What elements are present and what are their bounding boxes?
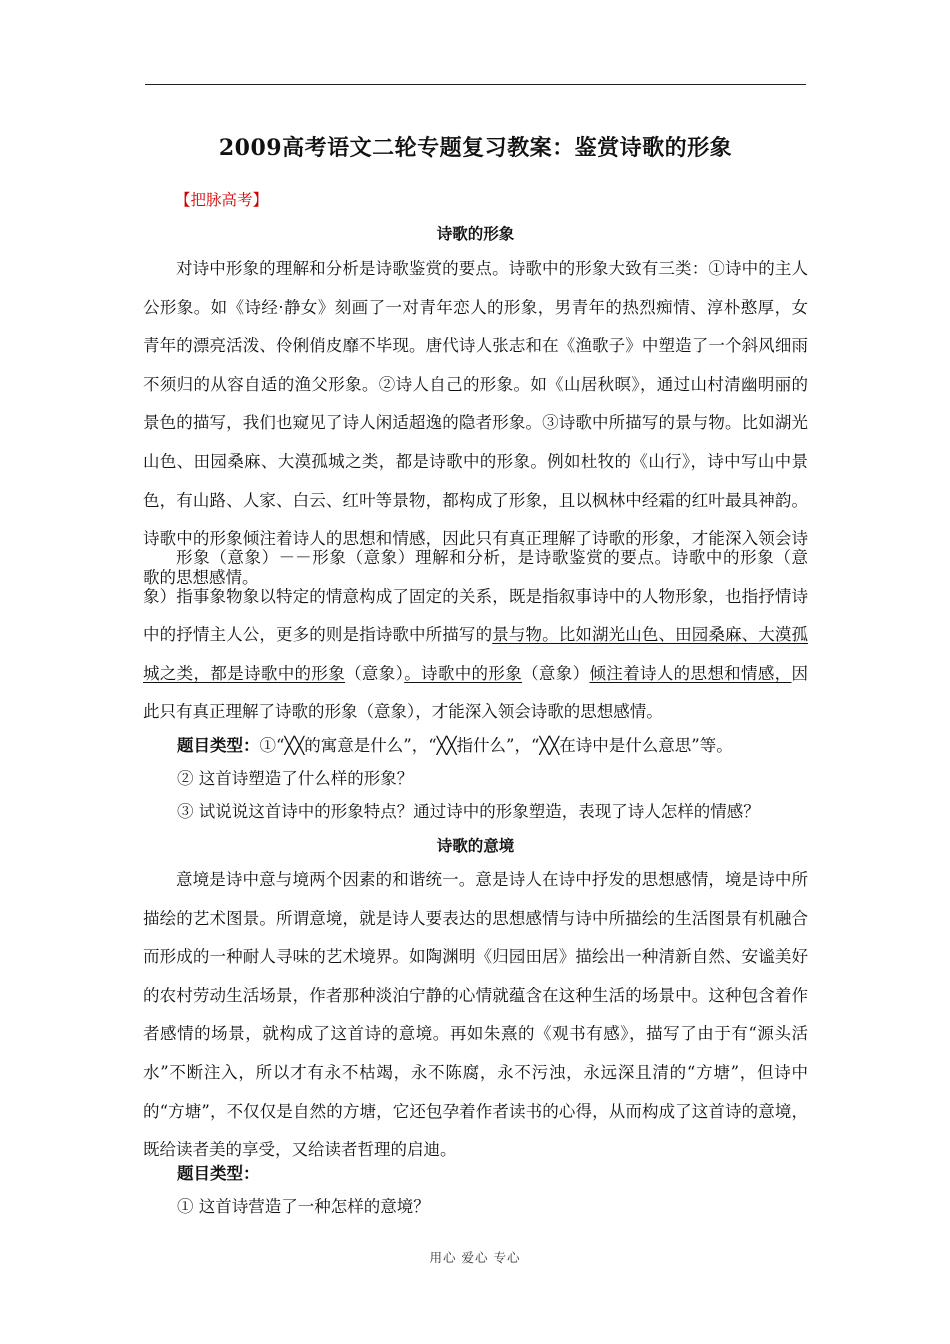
paragraph-image-definition (143, 539, 808, 732)
question-item: ① 这首诗营造了一种怎样的意境？ (177, 1197, 430, 1216)
header-rule (145, 84, 806, 85)
section-heading-mood: 诗歌的意境 (436, 836, 515, 855)
paragraph-image-types: 对诗中形象的理解和分析是诗歌鉴赏的要点。诗歌中的形象大致有三类：①诗中的主人公形象。如《诗经·静女》刻画了一对青年恋人的形象，男青年的热烈痴情、淳朴憨厚，女青年的漂亮活泼、伶俐俏皮靡不毕现。唐代诗人张志和在《渔歌子》中塑造了一个斜风细雨不须归的从容自适的渔父形象。②诗人自己的形象。如《山居秋暝》，通过山村清幽明丽的景色的描写，我们也窥见了诗人闲适超逸的隐者形象。③诗歌中所描写的景与物。比如湖光山色、田园桑麻、大漠孤城之类，都是诗歌中的形象。例如杜牧的《山行》，诗中写山中景色，有山路、人家、白云、红叶等景物，都构成了形象，且以枫林中经霜的红叶最具神韵。诗歌中的形象倾注着诗人的思想和情感，因此只有真正理解了诗歌的形象，才能深入领会诗歌的思想感情。 (143, 259, 808, 587)
question-type-label-text: 题目类型： (177, 1164, 260, 1183)
paragraph-text: （意象） (522, 663, 590, 683)
question-item: ② 这首诗塑造了什么样的形象？ (177, 769, 414, 788)
question-types-line (177, 734, 733, 758)
question-item: ①“╳╳的寓意是什么”，“╳╳指什么”，“╳╳在诗中是什么意思”等。 (259, 736, 733, 755)
paragraph-text: （意象） (345, 663, 405, 683)
underlined-text: 景与物。比如湖光山色、田园桑麻、大漠孤城之类，都是诗歌中的形象 (143, 625, 809, 683)
page-title: 2009高考语文二轮专题复习教案：鉴赏诗歌的形象 (218, 135, 733, 161)
question-type-label: 题目类型： (177, 736, 260, 755)
question-item: ③ 试说说这首诗中的形象特点？通过诗中的形象塑造，表现了诗人怎样的情感？ (177, 802, 760, 821)
underlined-text: 。诗歌中的形象 (404, 663, 523, 683)
paragraph-mood: 意境是诗中意与境两个因素的和谐统一。意是诗人在诗中抒发的思想感情，境是诗中所描绘的艺术图景。所谓意境，就是诗人要表达的思想感情与诗中所描绘的生活图景有机融合而形成的一种耐人寻味的艺术境界。如陶渊明《归园田居》描绘出一种清新自然、安谧美好的农村劳动生活场景，作者那种淡泊宁静的心情就蕴含在这种生活的场景中。这种包含着作者感情的场景，就构成了这首诗的意境。再如朱熹的《观书有感》，描写了由于有“源头活水”不断注入，所以才有永不枯竭，永不陈腐，永不污浊，永远深且清的“方塘”，但诗中的“方塘”，不仅仅是自然的方塘，它还包孕着作者读书的心得，从而构成了这首诗的意境，既给读者美的享受，又给读者哲理的启迪。 (143, 870, 808, 1160)
underlined-text: 倾注着诗人的思想和情感， (589, 663, 792, 683)
page-footer: 用心 爱心 专心 (429, 1250, 521, 1265)
section-tag: 【把脉高考】 (175, 191, 269, 209)
section-heading-image: 诗歌的形象 (436, 224, 515, 243)
question-type-label (177, 1162, 260, 1186)
paragraph-text: 因此只有真正理解了诗歌的形象（意象），才能深入领会诗歌的思想感情。 (143, 663, 809, 722)
paragraph-text: 形象（意象）－－形象（意象）理解和分析，是诗歌鉴赏的要点。诗歌中的形象（意象）指事象物象以特定的情意构成了固定的关系，既是指叙事诗中的人物形象，也指抒情诗中的抒情主人公，更多的则是指诗歌中所描写的 (143, 548, 808, 645)
